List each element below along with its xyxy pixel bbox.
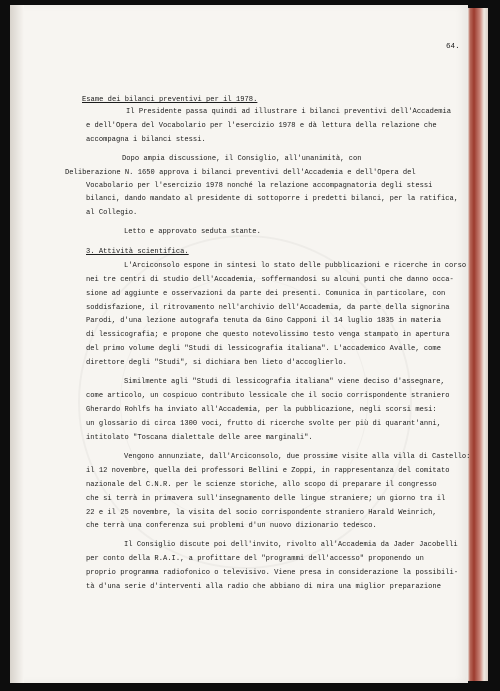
section-heading-bilanci: Esame dei bilanci preventivi per il 1978. — [82, 96, 258, 104]
text-line: soddisfazione, il ritrovamento nell'archivio dell'Accademia, da parte della signorina — [86, 304, 450, 312]
text-line: come articolo, un cospicuo contributo lessicale che il socio corrispondente straniero — [86, 392, 450, 400]
text-line: Similmente agli "Studi di lessicografia italiana" viene deciso d'assegnare, — [124, 378, 445, 386]
text-line: 22 e il 25 novembre, la visita del socio corrispondente straniero Harald Weinrich, — [86, 509, 437, 517]
text-line: sione ad aggiunte e osservazioni da parte dei presenti. Comunica in particolare, con — [86, 290, 446, 298]
text-line: Deliberazione N. 1650 approva i bilanci preventivi dell'Accademia e dell'Opera del — [65, 169, 416, 177]
text-line: Il Consiglio discute poi dell'invito, rivolto all'Accademia da Jader Jacobelli — [124, 541, 458, 549]
text-line: L'Arciconsolo espone in sintesi lo stato delle pubblicazioni e ricerche in corso — [124, 262, 467, 270]
text-line: Vengono annunziate, dall'Arciconsolo, due prossime visite alla villa di Castello: — [124, 453, 471, 461]
text-line: che si terrà in primavera sull'insegnamento delle lingue straniere; un giorno tra il — [86, 495, 446, 503]
text-line: il 12 novembre, quella dei professori Bellini e Zoppi, in rappresentanza del comitato — [86, 467, 450, 475]
text-line: Parodi, d'una lezione autografa tenuta da Gino Capponi il 14 luglio 1835 in materia — [86, 317, 441, 325]
text-line: per conto della R.A.I., a profittare del "programmi dell'accesso" proponendo un — [86, 555, 424, 563]
spine-shadow — [10, 5, 24, 683]
text-line: intitolato "Toscana dialettale delle aree marginali". — [86, 434, 313, 442]
text-line: Vocabolario per l'esercizio 1978 nonché la relazione accompagnatoria degli stessi — [86, 182, 433, 190]
text-line: Gherardo Rohlfs ha inviato all'Accademia, per la pubblicazione, negli scorsi mesi: — [86, 406, 437, 414]
text-line: e dell'Opera del Vocabolario per l'esercizio 1978 e dà lettura della relazione che — [86, 122, 437, 130]
text-line: Il Presidente passa quindi ad illustrare i bilanci preventivi dell'Accademia — [126, 108, 452, 116]
text-line: accompagna i bilanci stessi. — [86, 136, 206, 144]
text-line: che terrà una conferenza sui problemi d'un nuovo dizionario tedesco. — [86, 522, 377, 530]
text-line: del primo volume degli "Studi di lessicografia italiana". L'accademico Avalle, come — [86, 345, 441, 353]
text-line: al Collegio. — [86, 209, 138, 217]
text-line: Letto e approvato seduta stante. — [124, 228, 261, 236]
page-number: 64. — [446, 43, 460, 51]
text-line: un glossario di circa 1300 voci, frutto di ricerche svolte per più di quarant'anni, — [86, 420, 441, 428]
section-heading-attivita: 3. Attività scientifica. — [86, 248, 189, 256]
document-page — [10, 5, 471, 683]
text-line: proprio programma radiofonico o televisivo. Viene presa in considerazione la possibili- — [86, 569, 459, 577]
text-line: Dopo ampia discussione, il Consiglio, all'unanimità, con — [122, 155, 362, 163]
text-line: bilanci, dando mandato al presidente di sottoporre i predetti bilanci, per la ratifica, — [86, 195, 459, 203]
text-line: di lessicografia; e propone che questo notevolissimo testo venga stampato in apertura — [86, 331, 450, 339]
watermark-seal — [78, 235, 412, 569]
text-line: nazionale del C.N.R. per le scienze storiche, allo scopo di preparare il congresso — [86, 481, 437, 489]
text-line: tà d'una serie d'interventi alla radio che abbiano di mira una miglior preparazione — [86, 583, 441, 591]
text-line: nei tre centri di studio dell'Accademia, soffermandosi su alcuni punti che danno occa- — [86, 276, 454, 284]
text-line: direttore degli "Studi", si dichiara ben lieto d'accoglierlo. — [86, 359, 347, 367]
